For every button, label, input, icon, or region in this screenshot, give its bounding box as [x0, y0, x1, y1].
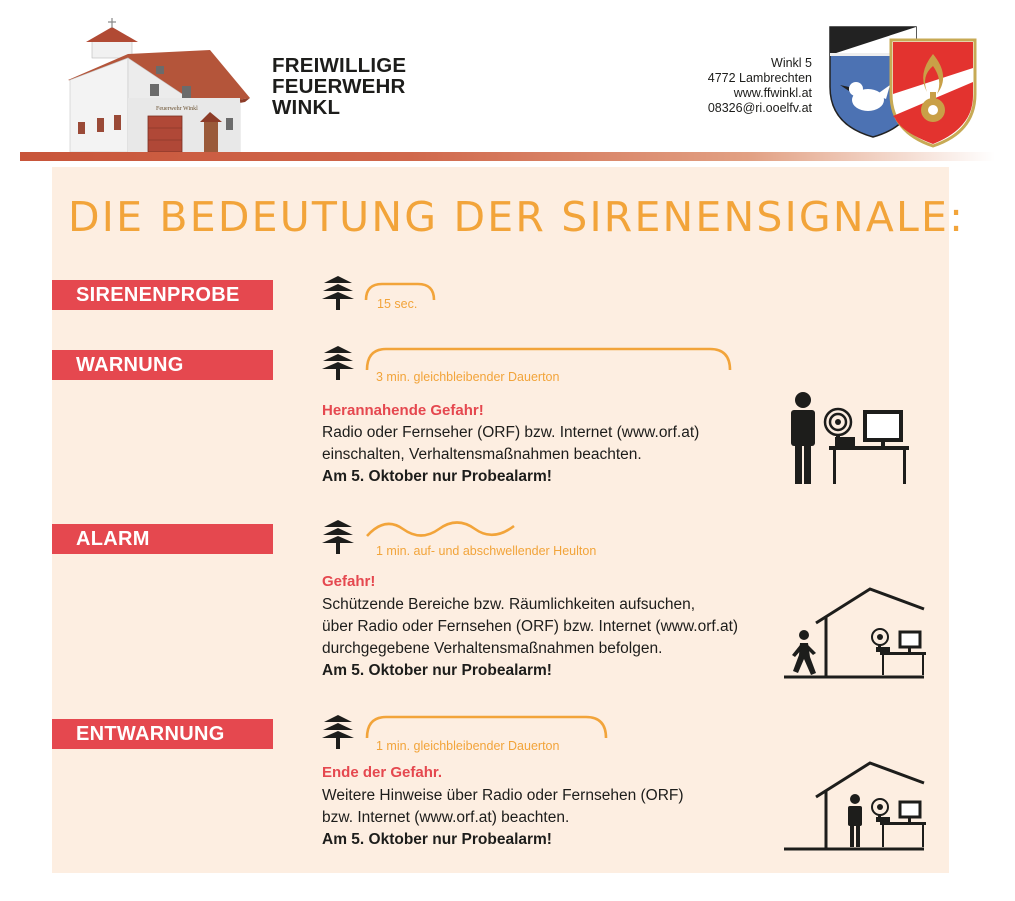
probealarm-note: Am 5. Oktober nur Probealarm! — [322, 831, 552, 848]
building-sign: Feuerwehr Winkl — [156, 106, 198, 112]
duration-text: 3 min. gleichbleibender Dauerton — [376, 370, 560, 384]
signal-label-sirenenprobe: SIRENENPROBE — [52, 280, 273, 310]
section-body — [322, 422, 699, 488]
section-heading: Ende der Gefahr. — [322, 764, 443, 781]
probealarm-note: Am 5. Oktober nur Probealarm! — [322, 662, 552, 679]
section-body — [322, 785, 684, 851]
section-heading: Gefahr! — [322, 573, 376, 590]
person-in-house-icon — [780, 757, 928, 853]
org-line-3: WINKL — [272, 96, 341, 119]
fire-brigade-emblem — [887, 36, 979, 150]
duration-arc — [364, 346, 734, 372]
body-line: bzw. Internet (www.orf.at) beachten. — [322, 809, 570, 826]
signal-label-warnung: WARNUNG — [52, 350, 273, 380]
signal-label-alarm: ALARM — [52, 524, 273, 554]
website-link[interactable]: www.ffwinkl.at — [733, 86, 812, 100]
section-heading: Herannahende Gefahr! — [322, 402, 484, 419]
duration-text: 15 sec. — [377, 297, 418, 311]
org-line-1: FREIWILLIGE — [272, 54, 407, 77]
address-street: Winkl 5 — [771, 56, 812, 70]
email-link[interactable]: 08326@ri.ooelfv.at — [707, 101, 812, 115]
section-body — [322, 594, 738, 682]
siren-icon — [322, 715, 354, 749]
person-at-radio-tv-icon — [783, 390, 909, 486]
duration-text: 1 min. gleichbleibender Dauerton — [376, 739, 560, 753]
person-entering-house-icon — [780, 583, 928, 679]
signal-label-entwarnung: ENTWARNUNG — [52, 719, 273, 749]
body-line: über Radio oder Fernsehen (ORF) bzw. Internet (www.orf.at) — [322, 618, 739, 635]
wave-icon — [364, 516, 520, 542]
address-city: 4772 Lambrechten — [707, 71, 812, 85]
body-line: Schützende Bereiche bzw. Räumlichkeiten aufsuchen, — [322, 596, 696, 613]
page-title: DIE BEDEUTUNG DER SIRENENSIGNALE: — [68, 193, 966, 241]
organization-name — [272, 55, 406, 118]
fire-station-building — [50, 18, 255, 153]
body-line: durchgegebene Verhaltensmaßnahmen befolgen. — [322, 640, 663, 657]
duration-arc — [364, 714, 610, 740]
body-line: einschalten, Verhaltensmaßnahmen beachten. — [322, 446, 642, 463]
address-block — [708, 56, 812, 116]
duration-text: 1 min. auf- und abschwellender Heulton — [376, 544, 597, 558]
header-divider-stripe — [20, 152, 995, 161]
siren-icon — [322, 520, 354, 554]
body-line: Radio oder Fernseher (ORF) bzw. Internet (www.orf.at) — [322, 424, 700, 441]
body-line: Weitere Hinweise über Radio oder Fernsehen (ORF) — [322, 787, 684, 804]
org-line-2: FEUERWEHR — [272, 75, 406, 98]
siren-icon — [322, 346, 354, 380]
siren-icon — [322, 276, 354, 310]
probealarm-note: Am 5. Oktober nur Probealarm! — [322, 468, 552, 485]
